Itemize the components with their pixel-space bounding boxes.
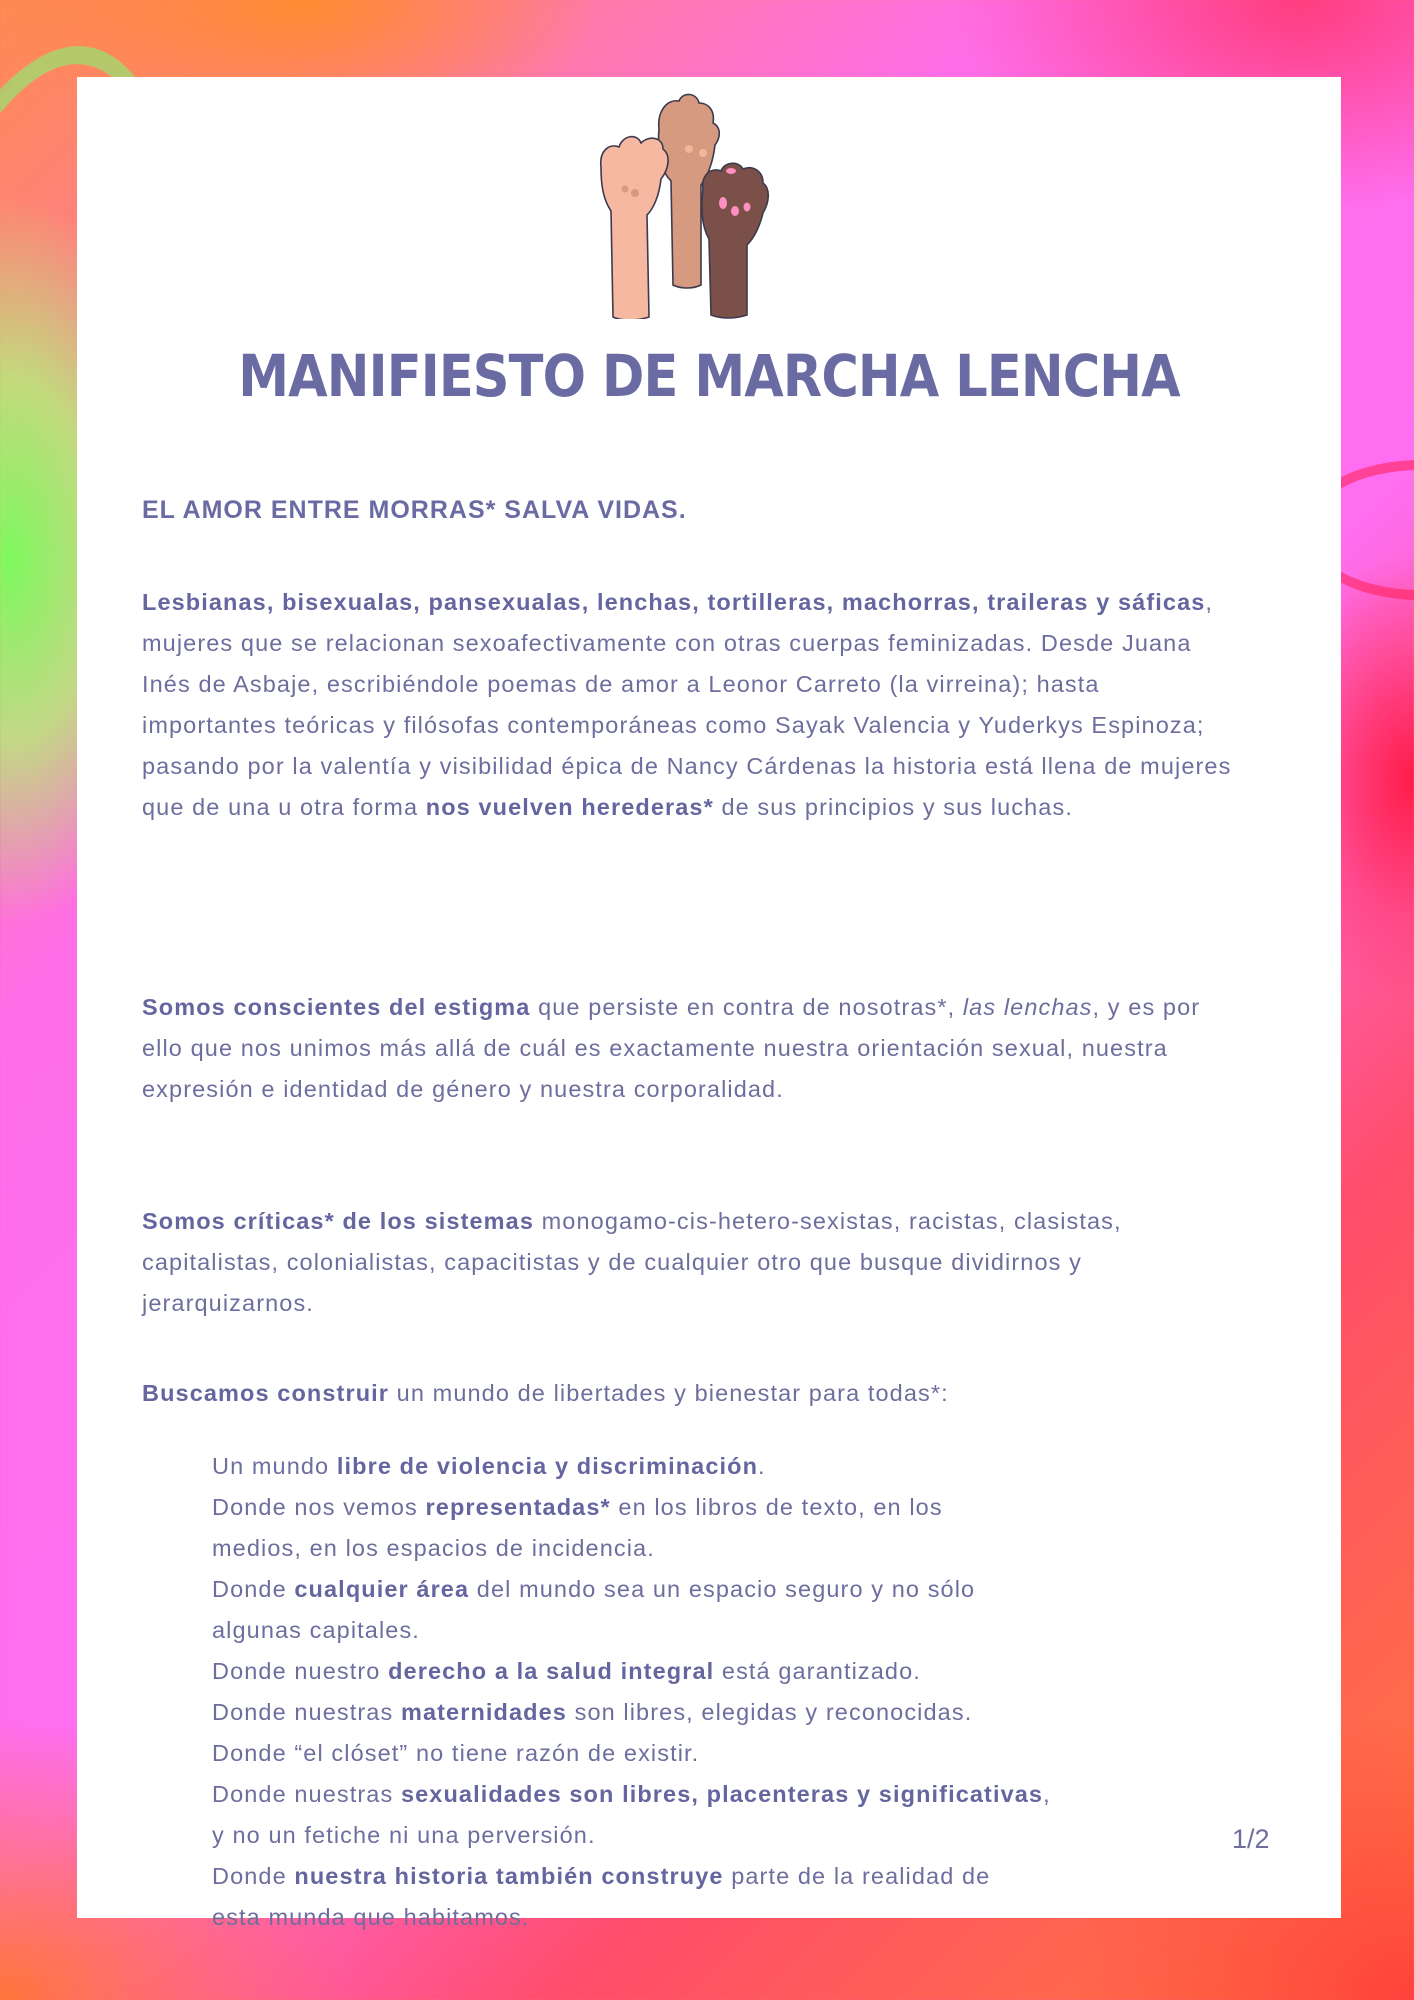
list-item: [212, 1446, 1172, 1487]
text-span: que persiste en contra de nosotras*,: [530, 994, 963, 1020]
text-span: un mundo de libertades y bienestar para todas*:: [389, 1380, 949, 1406]
goals-list: [212, 1446, 1172, 1938]
bold-text: cualquier área: [294, 1576, 470, 1602]
list-item: [212, 1733, 1172, 1774]
text-span: esta munda que habitamos.: [212, 1904, 530, 1930]
subtitle: EL AMOR ENTRE MORRAS* SALVA VIDAS.: [142, 496, 687, 524]
bold-text: Somos conscientes del estigma: [142, 994, 531, 1020]
list-item: [212, 1856, 1172, 1938]
bold-text: libre de violencia y discriminación: [336, 1453, 759, 1479]
page-number: 1/2: [1232, 1824, 1270, 1854]
text-span: Donde: [212, 1863, 295, 1889]
text-span: algunas capitales.: [212, 1617, 420, 1643]
bold-text: nuestra historia también construye: [294, 1863, 724, 1889]
list-item: [212, 1651, 1172, 1692]
text-span: Donde nuestras: [212, 1699, 401, 1725]
text-span: monogamo-cis-hetero-sexistas, racistas, clasistas, capitalistas, colonialistas, capacitistas y de cualquier otro que busque dividirnos y jerarquizarnos.: [142, 1208, 1122, 1316]
raised-fists-icon: [597, 89, 797, 319]
bold-text: representadas*: [425, 1494, 611, 1520]
italic-text: las lenchas: [962, 994, 1093, 1020]
paragraph-critics: [142, 1201, 1232, 1324]
text-span: Donde “el clóset” no tiene razón de existir.: [212, 1740, 700, 1766]
bold-text: maternidades: [400, 1699, 567, 1725]
text-span: , mujeres que se relacionan sexoafectivamente con otras cuerpas feminizadas. Desde Juana Inés de Asbaje, escribiéndole poemas de amor a Leonor Carreto (la virreina); hasta importantes teóricas y filósofas contemporáneas como Sayak Valencia y Yuderkys Espinoza; pasando por la valentía y visibilidad épica de Nancy Cárdenas la historia está llena de mujeres que de una u otra forma: [142, 589, 1232, 820]
text-span: Donde nuestro: [212, 1658, 389, 1684]
paragraph-stigma: [142, 987, 1232, 1110]
text-span: del mundo sea un espacio seguro y no sólo: [469, 1576, 976, 1602]
list-item: [212, 1774, 1172, 1856]
bold-text: Somos críticas* de los sistemas: [142, 1208, 534, 1234]
text-span: son libres, elegidas y reconocidas.: [566, 1699, 973, 1725]
list-item: [212, 1569, 1172, 1651]
bold-text: Buscamos construir: [142, 1380, 390, 1406]
list-item: [212, 1487, 1172, 1569]
document-page: [77, 77, 1341, 1930]
text-span: Donde: [212, 1576, 295, 1602]
paragraph-build: [142, 1373, 1232, 1414]
bold-text: derecho a la salud integral: [388, 1658, 715, 1684]
paragraph-identities: [142, 582, 1232, 828]
text-span: en los libros de texto, en los: [610, 1494, 943, 1520]
text-span: medios, en los espacios de incidencia.: [212, 1535, 655, 1561]
text-span: Un mundo: [212, 1453, 337, 1479]
bold-text: Lesbianas, bisexualas, pansexualas, lenchas, tortilleras, machorras, traileras y sáficas: [142, 589, 1206, 615]
text-span: parte de la realidad de: [723, 1863, 991, 1889]
text-span: , y es por ello que nos unimos más allá de cuál es exactamente nuestra orientación sexual, nuestra expresión e identidad de género y nuestra corporalidad.: [142, 994, 1201, 1102]
list-item: [212, 1692, 1172, 1733]
bold-text: nos vuelven herederas*: [425, 794, 714, 820]
text-span: ,: [1043, 1781, 1051, 1807]
text-span: está garantizado.: [714, 1658, 921, 1684]
page-title: MANIFIESTO DE MARCHA LENCHA: [238, 342, 1180, 410]
bold-text: sexualidades son libres, placenteras y significativas: [400, 1781, 1044, 1807]
text-span: de sus principios y sus luchas.: [713, 794, 1073, 820]
text-span: Donde nos vemos: [212, 1494, 426, 1520]
text-span: y no un fetiche ni una perversión.: [212, 1822, 596, 1848]
text-span: .: [758, 1453, 766, 1479]
text-span: Donde nuestras: [212, 1781, 401, 1807]
